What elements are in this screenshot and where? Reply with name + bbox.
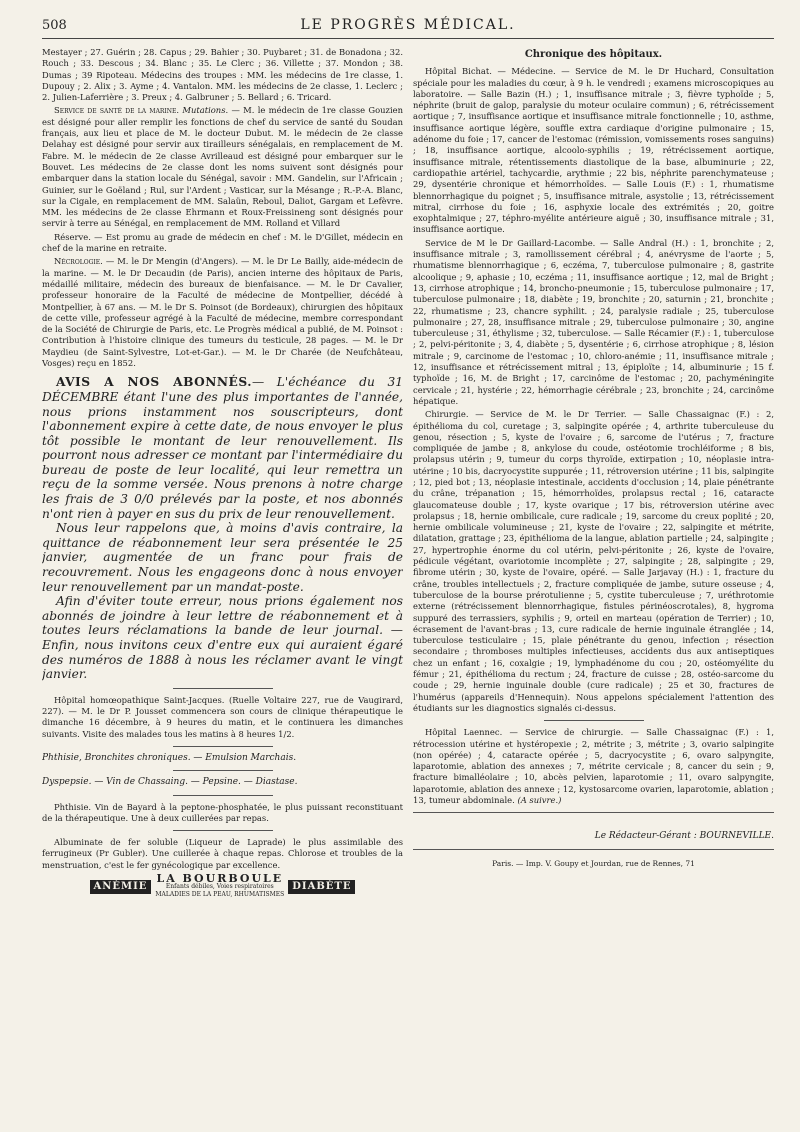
marine-list: Mestayer ; 27. Guérin ; 28. Capus ; 29. Bahier ; 30. Puybaret ; 31. de Bonadona ; 32. Rouch ; 33. Descous ; 34. Blanc ; 35. Le Clerc ; 36. Villette ; 37. Mondon ; 38. Dumas ; 39 Ripoteau. Médecins des troupes : MM. les médecins de 1re classe, 1. Dupouy ; 2. Alix ; 3. Ayme ; 4. Vantalon. MM. les médecins de 2e classe, 1. Leclerc ; 2. Julien-Laferrière ; 3. Preux ; 4. Galbruner ; 5. Bellard ; 6. Tricard. (42, 47, 403, 103)
necrologie-paragraph (42, 256, 403, 369)
notice-paragraph-3: Afin d'éviter toute erreur, nous prions également nos abonnés de joindre à leur lettre de réabonnement et à toutes leurs réclamations la bande de leur journal. — Enfin, nous invitons ceux d'entre eux qui auraient égaré des numéros de 1888 à nous les réclamer avant le vingt janvier. (42, 594, 403, 682)
separator (173, 795, 273, 796)
hopital-bichat: Hôpital Bichat. — Médecine. — Service de M. le Dr Huchard, Consultation spéciale pour les maladies du cœur, à 9 h. le vendredi ; examens microscopiques au laboratoire. — Salle Bazin (H.) ; 1, insuffisance mitrale ; 3, fièvre typhoïde ; 5, néphrite (bruit de galop, paralysie du moteur oculaire commun) ; 6, rétrécissement aortique ; 7, insuffisance aortique et insuffisance mitrale fonctionnelle ; 10, asthme, insuffisance aortique légère, souffle extra cardiaque d'origine pulmonaire ; 15, adénome du foie ; 17, cancer de l'estomac (rémission, vomissements roses sanguins) ; 18, insuffisance aortique, alcoolo-syphilis ; 19, rétrécissement aortique, insuffisance mitrale, rétentissements diastolique de la base, albuminurie ; 22, cardiopathie artériel, tachycardie, arythmie ; 22 bis, néphrite parenchymateuse ; 29, dysentérie chronique et hémorrhoïdes. — Salle Louis (F.) : 1, rhumatisme blennorrhagique du poignet ; 5, insuffisance mitrale, asystolie ; 13, rétrécissement mitral, cirrhose du foie ; 16, asphyxie locale des extrémités ; 20, goitre exophtalmique ; 27, téphro-myélite antérieure aiguë ; 30, insuffisance mitrale ; 31, insuffisance aortique. (413, 66, 774, 235)
service-subtitle: Mutations. (182, 105, 229, 116)
separator (173, 830, 273, 831)
running-title: LE PROGRÈS MÉDICAL. (300, 17, 516, 33)
banner-subtitle-1: Enfants débiles, Voies respiratoires (165, 883, 274, 891)
separator (173, 770, 273, 771)
a-suivre: (A suivre.) (517, 795, 562, 805)
ad-bayard: Phthisie. Vin de Bayard à la peptone-phosphatée, le plus puissant reconstituant de la thérapeutique. Une à deux cuillerées par repas. (42, 801, 403, 823)
bourboule-banner (42, 872, 403, 899)
banner-center (155, 872, 285, 899)
page-number: 508 (42, 18, 67, 33)
printer-line: Paris. — Imp. V. Goupy et Jourdan, rue de Rennes, 71 (492, 858, 695, 868)
hopital-homeopathique: Hôpital homœopathique Saint-Jacques. (Ruelle Voltaire 227, rue de Vaugirard, 227). — M. le Dr P. Jousset commencera son cours de clinique thérapeutique le dimanche 16 décembre, à 9 heures du matin, et le continuera les dimanches suivants. Visite des malades tous les matins à 8 heures 1/2. (42, 694, 403, 739)
banner-anemie: ANÉMIE (90, 880, 152, 893)
left-column (42, 47, 403, 899)
ad-chassaing: Dyspepsie. — Vin de Chassaing. — Pepsine. — Diastase. (42, 777, 298, 788)
notice-text-1: — L'échéance du 31 DÉCEMBRE étant l'une des plus importantes de l'année, nous prions instamment nos souscripteurs, dont l'abonnement expire à cette date, de nous envoyer le plus tôt possible le montant de leur renouvellement. Ils pourront nous adresser ce montant par l'intermédiaire du bureau de poste de leur localité, qui leur remettra un reçu de la somme versée. Nous prenons à notre charge les frais de 3 0/0 prélevés par la poste, et nos abonnés n'ont rien à payer en sus du prix de leur renouvellement. (42, 375, 403, 521)
service-text: — M. le médecin de 1re classe Gouzien est désigné pour aller remplir les fonctions de chef du service de santé du Soudan français, aux lieu et place de M. le docteur Dubut. M. le médecin de 2e classe Delahay est désigné pour servir aux tirailleurs sénégalais, en remplacement de M. Fabre. M. le médecin de 2e classe Avrilleaud est désigné pour embarquer sur le Bouvet. Les médecins de 2e classe dont les noms suivent sont désignés pour embarquer dans la station locale du Sénégal, savoir : MM. Gandelin, sur l'Africain ; Guinier, sur le Goëland ; Rul, sur l'Ardent ; Vasticar, sur la Mésange ; R.-P.-A. Blanc, sur la Cigale, en remplacement de MM. Salaün, Reboul, Daliot, Gargam et Lefèvre. MM. les médecins de 2e classe Ehrmann et Roux-Freissineng sont désignés pour servir à terre au Sénégal, en remplacement de MM. Rolland et Villard (42, 105, 403, 229)
hopital-laennec (413, 727, 774, 806)
notice-lead: AVIS A NOS ABONNÉS. (56, 375, 252, 390)
subscriber-notice (42, 375, 403, 681)
ad-emulsion: Phthisie, Bronchites chroniques. — Emulsion Marchais. (42, 752, 297, 763)
separator (544, 720, 644, 721)
columns (42, 47, 774, 899)
ad-laprade: Albuminate de fer soluble (Liqueur de Laprade) le plus assimilable des ferrugineux (Pr Gubler). Une cuillerée à chaque repas. Chlorose et troubles de la menstruation, c'est le fer gynécologique par excellence. (42, 837, 403, 870)
notice-paragraph-1 (42, 375, 403, 521)
service-terrier: Chirurgie. — Service de M. le Dr Terrier. — Salle Chassaignac (F.) : 2, épithélioma du col, curetage ; 3, salpingite opérée ; 4, arthrite tuberculeuse du genou, résection ; 5, kyste de l'ovaire ; 6, sarcome de l'utérus ; 7, fracture compliquée de jambe ; 8, ankylose du coude, ostéotomie trochléiforme ; 8 bis, prolapsus utérin ; 9, tumeur du corps thyroïde, extirpation ; 10, néoplasie intra-utérine ; 10 bis, dacryocystite suppurée ; 11, rétroversion utérine ; 11 bis, salpingite ; 12, pied bot ; 13, néoplasie intestinale, accidents d'occlusion ; 14, plaie pénétrante du crâne, trépanation ; 15, hémorrhoïdes, prolapsus rectal ; 16, cataracte glaucomateuse double ; 17, kyste ovarique ; 17 bis, rétroversion utérine avec prolapsus ; 18, hernie ombilicale, cure radicale ; 19, sarcome du creux poplité ; 20, hernie ombilicale volumineuse ; 21, kyste de l'ovaire ; 22, salpingite et métrite, dilatation, grattage ; 23, épithélioma de la langue, ablation partielle ; 24, salpingite ; 27, hypertrophie énorme du col utérin, pelvi-péritonite ; 26, kyste de l'ovaire, pédicule végétant, ovariotomie incomplète ; 27, salpingite ; 28, salpingite ; 29, fibrome utérin ; 30, kyste de l'ovaire, opéré. — Salle Jarjavay (H.) : 1, fracture du crâne, troubles intellectuels ; 2, fracture compliquée de jambe, suture osseuse ; 4, tuberculose de la bourse prérotulienne ; 5, cystite tuberculeuse ; 7, uréthrotomie externe (rétrécissement blennorrhagique, fistules périnéoscrotales), 8, hygroma suppuré des terrassiers, syphilis ; 9, orteil en marteau (opération de Terrier) ; 10, écrasement de l'avant-bras ; 13, cure radicale de hernie inguinale étranglée ; 14, tuberculose testiculaire ; 15, plaie pénétrante du genou, infection ; résection secondaire ; thromboses multiples infectieuses, accidents dus aux antiseptiques chez un enfant ; 16, coxalgie ; 19, lymphadénome du cou ; 20, ostéomyélite du fémur ; 21, épithélioma du rectum ; 24, fracture de cuisse ; 28, ostéo-sarcome du coude ; 29, hernie inguinale double (cure radicale) ; 25 et 30, fractures de l'humérus (appareils d'Hennequin). Nous appelons spécialement l'attention des étudiants sur les diagnostics signalés ci-dessus. (413, 409, 774, 713)
banner-diabete: DIABÈTE (288, 880, 355, 893)
banner-subtitle-2: MALADIES DE LA PEAU, RHUMATISMES (155, 891, 285, 899)
banner-title: LA BOURBOULE (156, 872, 284, 886)
footer-rule (413, 849, 774, 850)
notice-paragraph-2: Nous leur rappelons que, à moins d'avis contraire, la quittance de réabonnement leur sera présentée le 25 janvier, augmentée de un franc pour frais de recouvrement. Nous les engageons donc à nous envoyer leur renouvellement par un mandat-poste. (42, 521, 403, 594)
necrologie-title: Nécrologie. (54, 256, 103, 267)
service-gaillard: Service de M le Dr Gaillard-Lacombe. — Salle Andral (H.) : 1, bronchite ; 2, insuffisance mitrale ; 3, ramollissement cérébral ; 4, anévrysme de l'aorte ; 5, rhumatisme blennorrhagique ; 6, eczéma, 7, tuberculose pulmonaire ; 8, gastrite alcoolique ; 9, aphasie ; 10, eczéma ; 11, insuffisance aortique ; 12, mal de Bright ; 13, cirrhose atrophique ; 14, broncho-pneumonie ; 15, tuberculose pulmonaire ; 17, tuberculose pulmonaire ; 18, diabète ; 19, bronchite ; 20, saturnin ; 21, bronchite ; 22, rhumatisme ; 23, chancre syphilit. ; 24, paralysie radiale ; 25, tuberculose pulmonaire ; 27, 28, insuffisance mitrale ; 29, tuberculose pulmonaire ; 30, angine tuberculeuse ; 31, éthylisme ; 32, tuberculose. — Salle Récamier (F.) : 1, tuberculose ; 2, pelvi-péritonite ; 3, 4, diabète ; 5, dysentérie ; 6, cirrhose atrophique ; 8, lésion mitrale ; 9, carcinome de l'estomac ; 10, chloro-anémie ; 11, insuffisance mitrale ; 12, insuffisance et rétrécissement mitral ; 13, épiploïte ; 14, albuminurie ; 15 f. typhoïde ; 16, M. de Bright ; 17, carcinôme de l'estomac ; 20, pachyméningite cervicale ; 21, hystérie ; 22, hémorrhagie cérébrale ; 23, bronchite ; 24, carcinôme hépatique. (413, 237, 774, 406)
chronique-title: Chronique des hôpitaux. (524, 49, 663, 60)
laennec-text: Hôpital Laennec. — Service de chirurgie. — Salle Chassaignac (F.) : 1, rétrocession utérine et hystéropexie ; 2, métrite ; 3, métrite ; 3, ovario salpingite (non opérée) ; 4, cataracte opérée ; 5, dacryocystite ; 6, ovaro salpyngite, laparotomie, ablation des annexes ; 7, métrite cervicale ; 8, cancer du sein ; 9, fracture bimalléolaire ; 10, abcès pelvien, laparotomie ; 11, ovaro salpyngite, laparotomie, ablation des annexe ; 12, kystosarcome ovarien, laparotomie, ablation ; 13, tumeur abdominale. (413, 727, 774, 805)
service-sante-paragraph (42, 105, 403, 229)
service-title: Service de santé de la marine. (54, 105, 180, 116)
necrologie-text: — M. le Dr Mengin (d'Angers). — M. le Dr Le Bailly, aide-médecin de la marine. — M. le Dr Decaudin (de Paris), ancien interne des hôpitaux de Paris, médaillé militaire, médecin des bureaux de bienfaisance. — M. le Dr Cavalier, professeur honoraire de la Faculté de médecine de Montpellier, décédé à Montpellier, à 67 ans. — M. le Dr S. Poinsot (de Bordeaux), chirurgien des hôpitaux de cette ville, professeur agrégé à la Faculté de médecine, membre correspondant de la Société de Chirurgie de Paris, etc. Le Progrès médical a publié, de M. Poinsot : Contribution à l'histoire clinique des tumeurs du testicule, 28 pages. — M. le Dr Maydieu (de Saint-Sylvestre, Lot-et-Gar.). — M. le Dr Charée (de Neufchâteau, Vosges) reçu en 1852. (42, 256, 403, 369)
separator (173, 688, 273, 689)
page-header (42, 16, 774, 39)
separator (173, 746, 273, 747)
footer-rule (413, 812, 774, 813)
right-column (413, 47, 774, 899)
editor-signature: Le Rédacteur-Gérant : BOURNEVILLE. (594, 831, 774, 842)
reserve-paragraph: Réserve. — Est promu au grade de médecin en chef : M. le D'Gillet, médecin en chef de la marine en retraite. (42, 231, 403, 254)
